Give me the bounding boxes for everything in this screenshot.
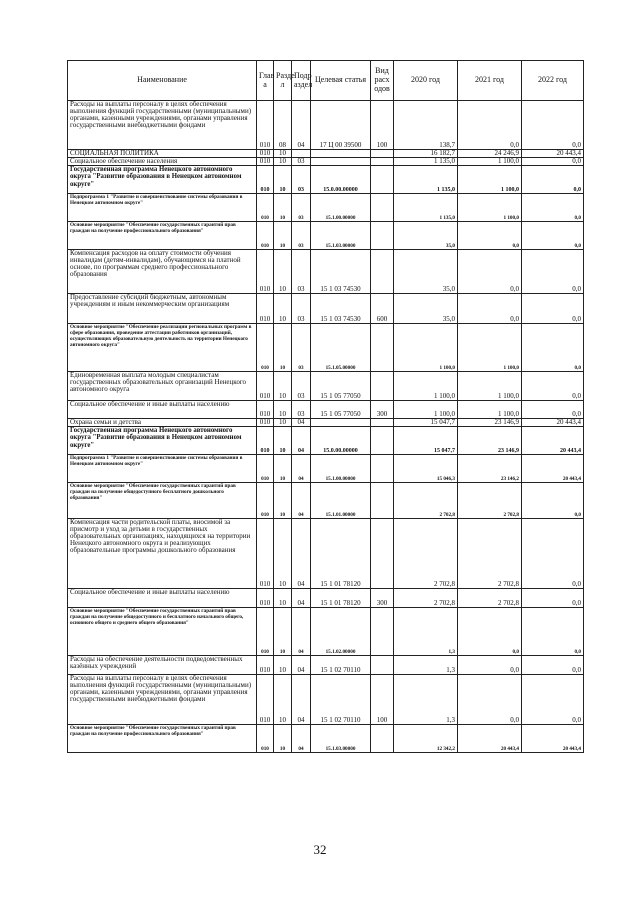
row-2021: 0,0 xyxy=(458,222,522,250)
row-name: Подпрограмма 1 "Развитие и совершенствование системы образования в Ненецком автономном округе" xyxy=(68,194,257,222)
row-name: Компенсация части родительской платы, вносимой за присмотр и уход за детьми в государственных образовательных организациях, находящихся на территории Ненецкого автономного округа и реализующих образовательные программы дошкольного образования xyxy=(68,519,257,589)
row-2022: 0,0 xyxy=(522,372,584,401)
row-2020: 1,3 xyxy=(394,675,458,725)
row-vid xyxy=(371,372,394,401)
table-row xyxy=(68,250,584,294)
header-glava: Глав а xyxy=(257,61,274,101)
row-glava: 010 xyxy=(257,589,274,608)
row-2021: 20 443,4 xyxy=(458,725,522,753)
row-2021: 0,0 xyxy=(458,250,522,294)
row-name: Предоставление субсидий бюджетным, автономным учреждениям и иным некоммерческим организациям xyxy=(68,294,257,324)
row-name: Расходы на обеспечение деятельности подведомственных казённых учреждений xyxy=(68,656,257,675)
row-2021: 2 702,8 xyxy=(458,483,522,519)
row-razdel: 10 xyxy=(274,194,292,222)
row-target: 15.1.00.00000 xyxy=(311,194,371,222)
row-glava: 010 xyxy=(257,656,274,675)
row-podrazdel: 04 xyxy=(292,656,311,675)
row-2021: 0,0 xyxy=(458,675,522,725)
row-name: Основное мероприятие "Обеспечение реализации региональных программ в сфере образования, проведение аттестации работников организаций, осуществляющих образовательную деятельность на территории Ненецкого автономного округа" xyxy=(68,324,257,372)
row-2022: 0,0 xyxy=(522,608,584,656)
row-2021: 23 146,9 xyxy=(458,419,522,427)
row-glava: 010 xyxy=(257,250,274,294)
budget-table xyxy=(67,60,584,753)
row-2020: 2 702,8 xyxy=(394,483,458,519)
row-vid xyxy=(371,608,394,656)
row-podrazdel: 03 xyxy=(292,250,311,294)
table-row xyxy=(68,101,584,150)
row-razdel: 10 xyxy=(274,455,292,483)
row-vid xyxy=(371,150,394,158)
row-razdel: 10 xyxy=(274,725,292,753)
header-name: Наименование xyxy=(68,61,257,101)
row-razdel: 10 xyxy=(274,294,292,324)
row-glava: 010 xyxy=(257,158,274,166)
row-target: 15.1.00.00000 xyxy=(311,455,371,483)
row-name: СОЦИАЛЬНАЯ ПОЛИТИКА xyxy=(68,150,257,158)
row-2021: 0,0 xyxy=(458,294,522,324)
row-glava: 010 xyxy=(257,519,274,589)
row-name: Основное мероприятие "Обеспечение государственных гарантий прав граждан на получение профессионального образования" xyxy=(68,222,257,250)
row-name: Социальное обеспечение и иные выплаты населению xyxy=(68,401,257,419)
row-2020: 35,0 xyxy=(394,294,458,324)
row-target xyxy=(311,419,371,427)
row-razdel: 08 xyxy=(274,101,292,150)
row-podrazdel: 04 xyxy=(292,675,311,725)
row-2020: 16 182,7 xyxy=(394,150,458,158)
row-razdel: 10 xyxy=(274,483,292,519)
table-row xyxy=(68,194,584,222)
row-2020: 35,0 xyxy=(394,222,458,250)
row-razdel: 10 xyxy=(274,250,292,294)
row-glava: 010 xyxy=(257,324,274,372)
row-name: Основное мероприятие "Обеспечение государственных гарантий прав граждан на получение общедоступного бесплатного дошкольного образования" xyxy=(68,483,257,519)
row-2022: 0,0 xyxy=(522,294,584,324)
row-vid xyxy=(371,194,394,222)
row-podrazdel: 03 xyxy=(292,372,311,401)
row-2022: 0,0 xyxy=(522,101,584,150)
row-vid xyxy=(371,656,394,675)
row-razdel: 10 xyxy=(274,324,292,372)
row-2021: 0,0 xyxy=(458,101,522,150)
row-glava: 010 xyxy=(257,401,274,419)
row-2021: 1 100,0 xyxy=(458,324,522,372)
row-2021: 2 702,8 xyxy=(458,589,522,608)
row-2021: 1 100,0 xyxy=(458,166,522,194)
row-2020: 1 135,0 xyxy=(394,194,458,222)
table-row xyxy=(68,656,584,675)
row-target: 15 1 03 74530 xyxy=(311,250,371,294)
row-razdel: 10 xyxy=(274,427,292,455)
row-2021: 1 100,0 xyxy=(458,401,522,419)
row-2022: 0,0 xyxy=(522,166,584,194)
row-name: Государственная программа Ненецкого автономного округа "Развитие образования в Ненецком автономном округе" xyxy=(68,427,257,455)
row-target: 15.1.05.00000 xyxy=(311,324,371,372)
row-vid xyxy=(371,519,394,589)
row-2020: 15 047,7 xyxy=(394,419,458,427)
row-glava: 010 xyxy=(257,675,274,725)
row-2020: 2 702,8 xyxy=(394,519,458,589)
row-target: 15 1 03 74530 xyxy=(311,294,371,324)
row-podrazdel: 03 xyxy=(292,294,311,324)
row-glava: 010 xyxy=(257,427,274,455)
row-razdel: 10 xyxy=(274,158,292,166)
table-row xyxy=(68,294,584,324)
row-podrazdel: 03 xyxy=(292,324,311,372)
header-vid: Вид расх одов xyxy=(371,61,394,101)
row-glava: 010 xyxy=(257,608,274,656)
row-target: 15.1.03.00000 xyxy=(311,222,371,250)
row-2022: 0,0 xyxy=(522,324,584,372)
row-glava: 010 xyxy=(257,455,274,483)
row-podrazdel: 03 xyxy=(292,194,311,222)
table-header-row xyxy=(68,61,584,101)
header-2022: 2022 год xyxy=(522,61,584,101)
table-row xyxy=(68,401,584,419)
header-razdel: Разде л xyxy=(274,61,292,101)
row-2020: 138,7 xyxy=(394,101,458,150)
row-vid: 100 xyxy=(371,675,394,725)
row-podrazdel: 04 xyxy=(292,519,311,589)
row-podrazdel: 04 xyxy=(292,483,311,519)
row-glava: 010 xyxy=(257,194,274,222)
row-2022: 0,0 xyxy=(522,194,584,222)
header-podrazdel: Подр аздел xyxy=(292,61,311,101)
row-2021: 1 100,0 xyxy=(458,194,522,222)
row-glava: 010 xyxy=(257,483,274,519)
row-glava: 010 xyxy=(257,294,274,324)
row-vid: 100 xyxy=(371,101,394,150)
row-2020: 1 100,0 xyxy=(394,401,458,419)
table-row xyxy=(68,725,584,753)
row-2022: 0,0 xyxy=(522,675,584,725)
row-2020: 1 100,0 xyxy=(394,324,458,372)
row-target: 15.0.00.00000 xyxy=(311,427,371,455)
row-2020: 1,3 xyxy=(394,656,458,675)
header-target: Целевая статья xyxy=(311,61,371,101)
row-2020: 1 100,0 xyxy=(394,372,458,401)
row-razdel: 10 xyxy=(274,222,292,250)
table-row xyxy=(68,419,584,427)
row-name: Расходы на выплаты персоналу в целях обеспечения выполнения функций государственными (муниципальными) органами, казенными учреждениями, органами управления государственными внебюджетными фондами xyxy=(68,675,257,725)
row-podrazdel: 04 xyxy=(292,455,311,483)
row-razdel: 10 xyxy=(274,150,292,158)
row-2022: 0,0 xyxy=(522,483,584,519)
row-target: 15.1.02.00000 xyxy=(311,608,371,656)
row-vid xyxy=(371,419,394,427)
row-vid xyxy=(371,483,394,519)
row-vid xyxy=(371,158,394,166)
row-target xyxy=(311,150,371,158)
table-row xyxy=(68,455,584,483)
row-vid: 600 xyxy=(371,294,394,324)
header-2021: 2021 год xyxy=(458,61,522,101)
row-name: Единовременная выплата молодым специалистам государственных образовательных организаций Ненецкого автономного округа xyxy=(68,372,257,401)
row-name: Социальное обеспечение и иные выплаты населению xyxy=(68,589,257,608)
row-2021: 0,0 xyxy=(458,656,522,675)
table-row xyxy=(68,675,584,725)
header-2020: 2020 год xyxy=(394,61,458,101)
row-2020: 1 135,0 xyxy=(394,166,458,194)
row-target: 15 1 05 77050 xyxy=(311,401,371,419)
row-glava: 010 xyxy=(257,419,274,427)
row-2022: 20 443,4 xyxy=(522,150,584,158)
row-razdel: 10 xyxy=(274,372,292,401)
row-2021: 1 100,0 xyxy=(458,372,522,401)
row-podrazdel: 03 xyxy=(292,222,311,250)
table-row xyxy=(68,158,584,166)
row-vid xyxy=(371,725,394,753)
row-podrazdel: 04 xyxy=(292,608,311,656)
row-2022: 0,0 xyxy=(522,222,584,250)
row-vid xyxy=(371,324,394,372)
row-2020: 15 047,7 xyxy=(394,427,458,455)
row-name: Охрана семьи и детства xyxy=(68,419,257,427)
row-vid: 300 xyxy=(371,589,394,608)
row-glava: 010 xyxy=(257,372,274,401)
row-2022: 0,0 xyxy=(522,250,584,294)
row-name: Государственная программа Ненецкого автономного округа "Развитие образования в Ненецком автономном округе" xyxy=(68,166,257,194)
row-vid xyxy=(371,166,394,194)
row-2020: 1,3 xyxy=(394,608,458,656)
table-row xyxy=(68,372,584,401)
row-2020: 15 046,3 xyxy=(394,455,458,483)
row-2021: 23 146,9 xyxy=(458,427,522,455)
table-row xyxy=(68,608,584,656)
table-row xyxy=(68,519,584,589)
table-row xyxy=(68,483,584,519)
table-row xyxy=(68,589,584,608)
row-2022: 20 443,4 xyxy=(522,419,584,427)
row-2021: 24 246,9 xyxy=(458,150,522,158)
row-name: Основное мероприятие "Обеспечение государственных гарантий прав граждан на получение общедоступного и бесплатного начального общего, основного общего и среднего общего образования" xyxy=(68,608,257,656)
row-target: 15.1.03.00000 xyxy=(311,725,371,753)
row-2021: 23 146,2 xyxy=(458,455,522,483)
row-podrazdel: 04 xyxy=(292,419,311,427)
row-podrazdel: 04 xyxy=(292,427,311,455)
row-target: 15 1 02 70110 xyxy=(311,675,371,725)
table-row xyxy=(68,222,584,250)
row-target xyxy=(311,158,371,166)
row-2022: 0,0 xyxy=(522,589,584,608)
row-2022: 0,0 xyxy=(522,519,584,589)
row-vid xyxy=(371,455,394,483)
table-row xyxy=(68,427,584,455)
row-razdel: 10 xyxy=(274,166,292,194)
row-target: 15.1.01.00000 xyxy=(311,483,371,519)
row-vid xyxy=(371,250,394,294)
row-vid xyxy=(371,427,394,455)
row-podrazdel: 04 xyxy=(292,589,311,608)
row-podrazdel: 03 xyxy=(292,166,311,194)
row-2022: 20 443,4 xyxy=(522,427,584,455)
row-target: 15 1 01 78120 xyxy=(311,519,371,589)
row-glava: 010 xyxy=(257,222,274,250)
row-name: Компенсация расходов на оплату стоимости обучения инвалидам (детям-инвалидам), обучающимся на платной основе, по программам среднего профессионального образования xyxy=(68,250,257,294)
row-2022: 0,0 xyxy=(522,158,584,166)
row-target: 15 1 02 70110 xyxy=(311,656,371,675)
table-row xyxy=(68,324,584,372)
row-glava: 010 xyxy=(257,166,274,194)
table-row xyxy=(68,166,584,194)
row-razdel: 10 xyxy=(274,656,292,675)
row-razdel: 10 xyxy=(274,401,292,419)
row-name: Социальное обеспечение населения xyxy=(68,158,257,166)
row-glava: 010 xyxy=(257,725,274,753)
row-2020: 1 135,0 xyxy=(394,158,458,166)
row-target: 15 1 05 77050 xyxy=(311,372,371,401)
row-2020: 35,0 xyxy=(394,250,458,294)
row-name: Подпрограмма 1 "Развитие и совершенствование системы образования в Ненецком автономном округе" xyxy=(68,455,257,483)
row-podrazdel: 03 xyxy=(292,401,311,419)
row-podrazdel: 04 xyxy=(292,725,311,753)
page-number: 32 xyxy=(313,842,327,857)
row-razdel: 10 xyxy=(274,675,292,725)
row-target: 17 Ц 00 39500 xyxy=(311,101,371,150)
row-razdel: 10 xyxy=(274,589,292,608)
row-podrazdel: 04 xyxy=(292,101,311,150)
row-2020: 2 702,8 xyxy=(394,589,458,608)
row-2022: 20 443,4 xyxy=(522,725,584,753)
row-glava: 010 xyxy=(257,101,274,150)
row-target: 15.0.00.00000 xyxy=(311,166,371,194)
row-name: Расходы на выплаты персоналу в целях обеспечения выполнения функций государственными (муниципальными) органами, казенными учреждениями, органами управления государственными внебюджетными фондами xyxy=(68,101,257,150)
row-razdel: 10 xyxy=(274,519,292,589)
row-name: Основное мероприятие "Обеспечение государственных гарантий прав граждан на получение профессионального образования" xyxy=(68,725,257,753)
row-vid xyxy=(371,222,394,250)
row-2021: 2 702,8 xyxy=(458,519,522,589)
row-razdel: 10 xyxy=(274,419,292,427)
row-glava: 010 xyxy=(257,150,274,158)
row-2021: 0,0 xyxy=(458,608,522,656)
row-2020: 12 342,2 xyxy=(394,725,458,753)
row-target: 15 1 01 78120 xyxy=(311,589,371,608)
row-2022: 0,0 xyxy=(522,401,584,419)
row-2022: 20 443,4 xyxy=(522,455,584,483)
row-podrazdel: 03 xyxy=(292,158,311,166)
row-vid: 300 xyxy=(371,401,394,419)
row-2022: 0,0 xyxy=(522,656,584,675)
row-2021: 1 100,0 xyxy=(458,158,522,166)
row-razdel: 10 xyxy=(274,608,292,656)
